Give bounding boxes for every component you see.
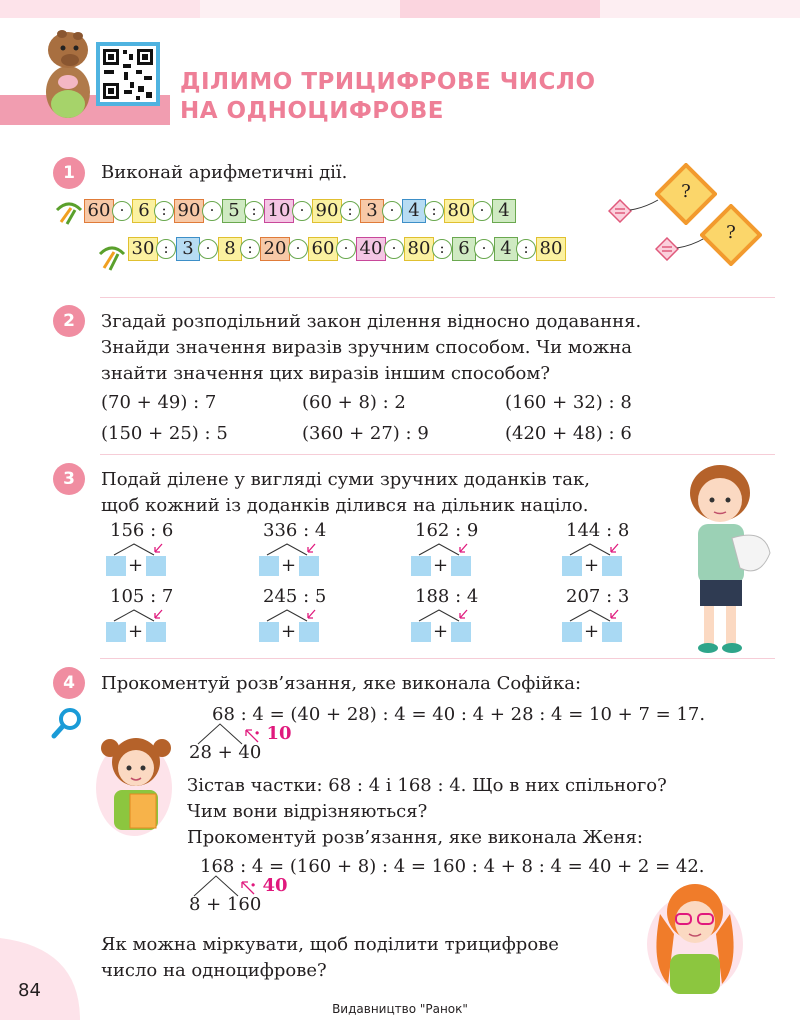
task-4-equation-1: 68 : 4 = (40 + 28) : 4 = 40 : 4 + 28 : 4 = 10 + 7 = 17. (212, 704, 706, 725)
task-3-division-1: 336 : 4 (263, 520, 327, 541)
task-3-plus-1: + (281, 555, 297, 576)
capybara-mascot-icon (38, 22, 100, 122)
task-3-answer-box-left-5[interactable] (259, 622, 279, 642)
task-4-line-1: Прокоментуй розв’язання, яке виконала Софійка: (101, 673, 582, 694)
publisher-credit: Видавництво "Ранок" (332, 1002, 468, 1016)
title-line-2: НА ОДНОЦИФРОВЕ (180, 98, 444, 124)
task-3-answer-box-left-3[interactable] (562, 556, 582, 576)
chain2-number-bead-8: 60 (308, 237, 338, 261)
task-2-line-1: Згадай розподільний закон ділення відносно додавання. (101, 311, 642, 332)
chain2-number-bead-14: 6 (452, 237, 476, 261)
task-2-expression-1: (70 + 49) : 7 (101, 392, 217, 413)
task-4-multiplier-1: · 10 (254, 723, 292, 744)
task-4-line-3: Чим вони відрізняються? (187, 801, 428, 822)
task-4-line-6: число на одноцифрове? (101, 960, 327, 981)
task-3-split-lines-2 (413, 542, 473, 556)
task-3-division-6: 188 : 4 (415, 586, 479, 607)
chain1-operator-5: · (202, 201, 222, 221)
answer-kite-1-question: ? (681, 181, 691, 202)
task-3-plus-4: + (128, 621, 144, 642)
task-3-division-2: 162 : 9 (415, 520, 479, 541)
task-2-expression-3: (160 + 32) : 8 (505, 392, 632, 413)
title-line-1: ДІЛИМО ТРИЦИФРОВЕ ЧИСЛО (180, 69, 596, 95)
task-3-plus-2: + (433, 555, 449, 576)
task-3-split-lines-6 (413, 608, 473, 622)
zhenia-girl-illustration (640, 874, 750, 994)
separator-1 (100, 297, 775, 298)
task-3-split-lines-3 (564, 542, 624, 556)
task-1-number: 1 (53, 157, 85, 189)
chain2-number-bead-6: 20 (260, 237, 290, 261)
task-3-answer-box-left-0[interactable] (106, 556, 126, 576)
task-3-plus-6: + (433, 621, 449, 642)
chain2-operator-9: · (336, 239, 356, 259)
task-4-line-2: Зістав частки: 68 : 4 і 168 : 4. Що в них спільного? (187, 775, 667, 796)
chain2-operator-5: : (240, 239, 260, 259)
task-3-split-lines-7 (564, 608, 624, 622)
task-3-split-lines-5 (261, 608, 321, 622)
chain2-number-bead-18: 80 (536, 237, 566, 261)
task-2-line-2: Знайди значення виразів зручним способом. Чи можна (101, 337, 632, 358)
bead-string-clasp-icon (55, 196, 83, 226)
separator-2 (100, 454, 775, 455)
task-1-prompt: Виконай арифметичні дії. (101, 162, 348, 183)
chain1-number-bead-0: 60 (84, 199, 114, 223)
chain1-operator-3: : (154, 201, 174, 221)
chain2-operator-13: : (432, 239, 452, 259)
chain2-number-bead-4: 8 (218, 237, 242, 261)
chain1-number-bead-6: 5 (222, 199, 246, 223)
page-number: 84 (18, 980, 41, 1001)
chain2-operator-7: · (288, 239, 308, 259)
chain1-operator-17: · (472, 201, 492, 221)
task-3-answer-box-right-3[interactable] (602, 556, 622, 576)
task-3-answer-box-left-7[interactable] (562, 622, 582, 642)
task-3-answer-box-right-2[interactable] (451, 556, 471, 576)
task-4-equation-2: 168 : 4 = (160 + 8) : 4 = 160 : 4 + 8 : 4 = 40 + 2 = 42. (200, 856, 705, 877)
task-3-answer-box-right-5[interactable] (299, 622, 319, 642)
separator-3 (100, 658, 775, 659)
page-title (180, 68, 596, 126)
task-3-division-7: 207 : 3 (566, 586, 630, 607)
task-3-plus-7: + (584, 621, 600, 642)
top-bar-1 (0, 0, 200, 18)
boy-with-cat-illustration (670, 458, 780, 658)
task-3-answer-box-right-4[interactable] (146, 622, 166, 642)
task-2-number: 2 (53, 305, 85, 337)
chain1-operator-1: · (112, 201, 132, 221)
answer-kite-2 (700, 204, 762, 266)
task-3-plus-5: + (281, 621, 297, 642)
task-3-division-0: 156 : 6 (110, 520, 174, 541)
bead-string-clasp-icon-2 (98, 240, 126, 272)
chain2-operator-15: · (474, 239, 494, 259)
chain1-operator-11: : (340, 201, 360, 221)
task-2-expression-4: (150 + 25) : 5 (101, 423, 228, 444)
chain1-number-bead-14: 4 (402, 199, 426, 223)
task-2-expression-6: (420 + 48) : 6 (505, 423, 632, 444)
chain2-number-bead-16: 4 (494, 237, 518, 261)
chain1-number-bead-18: 4 (492, 199, 516, 223)
chain1-number-bead-8: 10 (264, 199, 294, 223)
task-3-split-lines-0 (108, 542, 168, 556)
task-3-answer-box-right-7[interactable] (602, 622, 622, 642)
chain1-operator-9: · (292, 201, 312, 221)
answer-kite-2-question: ? (726, 222, 736, 243)
task-2-expression-2: (60 + 8) : 2 (302, 392, 406, 413)
chain2-operator-1: : (156, 239, 176, 259)
task-3-split-lines-1 (261, 542, 321, 556)
chain2-number-bead-0: 30 (128, 237, 158, 261)
chain1-operator-13: · (382, 201, 402, 221)
chain2-number-bead-12: 80 (404, 237, 434, 261)
chain2-operator-11: · (384, 239, 404, 259)
task-3-number: 3 (53, 463, 85, 495)
chain1-number-bead-4: 90 (174, 199, 204, 223)
task-3-answer-box-left-2[interactable] (411, 556, 431, 576)
task-3-answer-box-left-6[interactable] (411, 622, 431, 642)
chain1-number-bead-12: 3 (360, 199, 384, 223)
task-3-division-4: 105 : 7 (110, 586, 174, 607)
chain2-number-bead-10: 40 (356, 237, 386, 261)
task-3-division-3: 144 : 8 (566, 520, 630, 541)
task-3-plus-0: + (128, 555, 144, 576)
task-4-split-2: 8 + 160 (189, 894, 262, 915)
task-4-line-5: Як можна міркувати, щоб поділити трицифрове (101, 934, 559, 955)
magnifier-icon (50, 706, 84, 740)
chain1-operator-15: : (424, 201, 444, 221)
task-3-answer-box-right-0[interactable] (146, 556, 166, 576)
chain1-number-bead-16: 80 (444, 199, 474, 223)
sofiika-girl-illustration (96, 728, 176, 838)
task-3-plus-3: + (584, 555, 600, 576)
task-2-expression-5: (360 + 27) : 9 (302, 423, 429, 444)
task-2-line-3: знайти значення цих виразів іншим способом? (101, 363, 551, 384)
task-4-split-1: 28 + 40 (189, 742, 262, 763)
task-3-split-lines-4 (108, 608, 168, 622)
task-4-number: 4 (53, 667, 85, 699)
chain-1-equals (608, 199, 632, 223)
top-bar-4 (600, 0, 800, 18)
chain1-number-bead-10: 90 (312, 199, 342, 223)
qr-code-icon[interactable] (96, 42, 160, 106)
chain1-operator-7: : (244, 201, 264, 221)
task-3-answer-box-left-4[interactable] (106, 622, 126, 642)
task-3-line-1: Подай ділене у вигляді суми зручних доданків так, (101, 469, 590, 490)
task-3-line-2: щоб кожний із доданків ділився на дільник націло. (101, 495, 589, 516)
task-3-answer-box-right-6[interactable] (451, 622, 471, 642)
chain1-number-bead-2: 6 (132, 199, 156, 223)
chain2-operator-3: · (198, 239, 218, 259)
top-bar-2 (200, 0, 400, 18)
task-4-multiplier-2: · 40 (250, 875, 288, 896)
task-3-answer-box-right-1[interactable] (299, 556, 319, 576)
chain-2-equals (655, 237, 679, 261)
task-3-answer-box-left-1[interactable] (259, 556, 279, 576)
top-bar-3 (400, 0, 600, 18)
chain2-number-bead-2: 3 (176, 237, 200, 261)
chain2-operator-17: : (516, 239, 536, 259)
task-4-line-4: Прокоментуй розв’язання, яке виконала Женя: (187, 827, 643, 848)
task-3-division-5: 245 : 5 (263, 586, 327, 607)
